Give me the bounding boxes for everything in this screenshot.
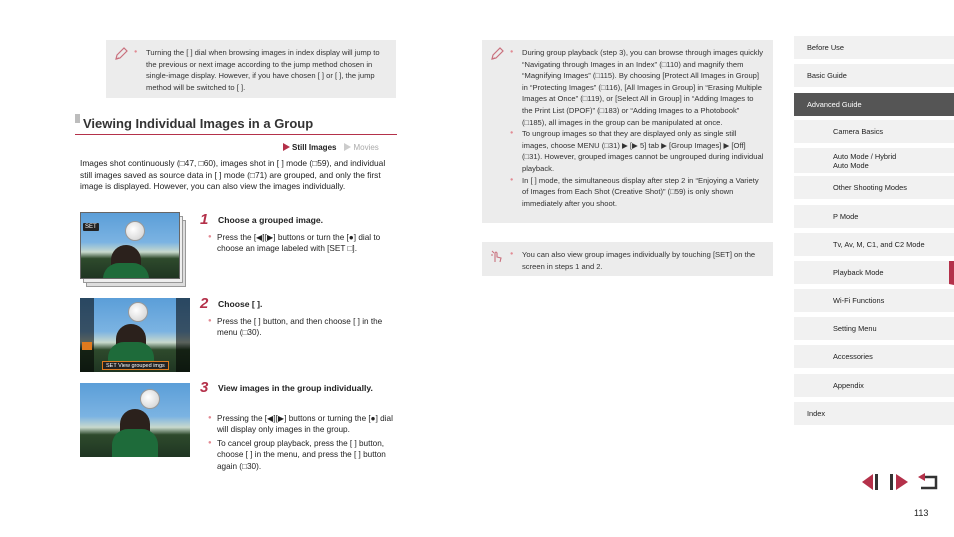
nav-auto-mode-label: Auto Mode / Hybrid Auto Mode (833, 151, 897, 170)
nav-basic-guide[interactable]: Basic Guide (794, 64, 954, 88)
nav-advanced-guide[interactable]: Advanced Guide (794, 93, 954, 117)
menu-label-bar: SET View grouped imgs (102, 361, 169, 370)
step-body (208, 413, 396, 472)
step-number: 1 (200, 211, 209, 228)
group-badge: SET (85, 224, 97, 230)
back-icon[interactable] (916, 473, 940, 496)
triangle-icon (283, 143, 290, 151)
step-bullet: ● To cancel group playback, press the [ ] button, choose [ ] in the menu, and press the [ ] button again (□30). (208, 438, 396, 472)
nav-wifi-functions[interactable]: Wi-Fi Functions (794, 289, 954, 313)
page-navigation (860, 473, 940, 496)
note-bullet: ● Turning the [ ] dial when browsing images in index display will jump to the previous or next image according to the jump method chosen in single-image display. However, if you have chosen [ ] or [ ], the jump method will be switched to [ ]. (134, 47, 388, 93)
page-number: 113 (914, 508, 929, 518)
note-bullet: ● To ungroup images so that they are displayed only as single still images, choose MENU (□31) ▶ [▶ 5] tab ▶ [Group Images] ▶ [Off] (□31). However, grouped images cannot be ungrouped during individual playback. (510, 128, 765, 174)
step2-illustration (80, 298, 190, 372)
step-body (208, 232, 394, 255)
pencil-icon (489, 46, 505, 66)
nav-tv-av-m-mode[interactable]: Tv, Av, M, C1, and C2 Mode (794, 233, 954, 257)
nav-other-shooting-modes[interactable]: Other Shooting Modes (794, 176, 954, 200)
step-number: 3 (200, 379, 209, 396)
step-bullet: ● Pressing the [◀][▶] buttons or turning the [●] dial will display only images in the group. (208, 413, 396, 436)
tab-still-images: Still Images (283, 142, 336, 154)
nav-camera-basics[interactable]: Camera Basics (794, 120, 954, 144)
nav-playback-mode[interactable]: Playback Mode (794, 261, 954, 285)
note-bullet: ● You can also view group images individually by touching [SET] on the screen in steps 1 and 2. (510, 249, 765, 272)
previous-page-icon[interactable] (860, 473, 882, 496)
pencil-icon (113, 46, 129, 66)
triangle-icon (344, 143, 351, 151)
step-number: 2 (200, 295, 209, 312)
step-title: Choose [ ]. (218, 299, 263, 309)
step-title: Choose a grouped image. (218, 215, 324, 225)
note-box-touch (482, 242, 773, 276)
applicability-tabs (283, 142, 379, 154)
tab-movies: Movies (344, 142, 378, 154)
step3-illustration (80, 383, 190, 457)
note-bullet: ● During group playback (step 3), you can browse through images quickly “Navigating through Images in an Index” (□110) and magnify them “Magnifying Images” (□115). By choosing [Protect All Images in Group] in “Protecting Images” (□116), [All Images in Group] in “Erasing Multiple Images at Once” (□119), or [Select All in Group] in “Adding Images to the Print List (DPOF)” (□183) or “Adding Images to a Photobook” (□185), all images in the group can be manipulated at once. (510, 47, 765, 128)
note-bullet: ● In [ ] mode, the simultaneous display after step 2 in “Enjoying a Variety of Images from Each Shot (Creative Shot)” (□59) is only shown immediately after you shoot. (510, 175, 765, 210)
nav-auto-mode[interactable] (794, 148, 954, 174)
note-box-jump (106, 40, 396, 98)
nav-index[interactable]: Index (794, 402, 954, 426)
nav-p-mode[interactable]: P Mode (794, 205, 954, 229)
note-box-group-playback (482, 40, 773, 223)
nav-appendix[interactable]: Appendix (794, 374, 954, 398)
step1-illustration (80, 212, 186, 287)
nav-before-use[interactable]: Before Use (794, 36, 954, 60)
grouped-photo (80, 212, 180, 279)
touch-icon (489, 248, 505, 268)
step-bullet: ● Press the [◀][▶] buttons or turn the [●] dial to choose an image labeled with [SET □]. (208, 232, 394, 255)
step-body (208, 316, 394, 339)
step-bullet: ● Press the [ ] button, and then choose [ ] in the menu (□30). (208, 316, 394, 339)
nav-setting-menu[interactable]: Setting Menu (794, 317, 954, 341)
nav-accessories[interactable]: Accessories (794, 345, 954, 369)
section-title: Viewing Individual Images in a Group (75, 114, 397, 135)
next-page-icon[interactable] (888, 473, 910, 496)
step-title: View images in the group individually. (218, 383, 373, 393)
intro-paragraph: Images shot continuously (□47, □60), images shot in [ ] mode (□59), and individual still images saved as source data in [ ] mode (□71) are grouped, and only the first image is displayed. However, you can also view the images individually. (80, 158, 386, 192)
